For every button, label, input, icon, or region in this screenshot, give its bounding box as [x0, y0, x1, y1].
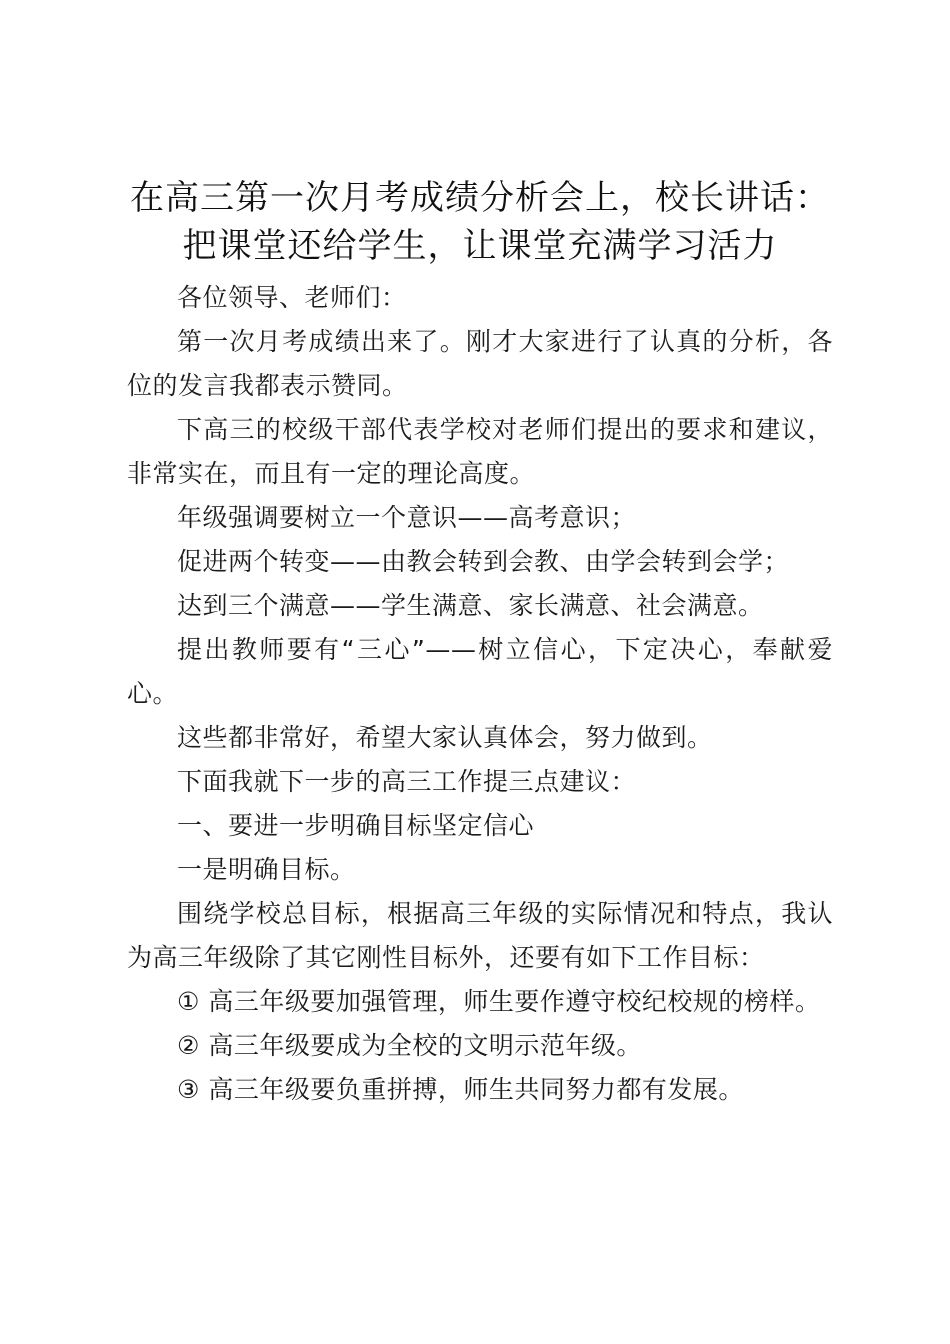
title-line-1: 在高三第一次月考成绩分析会上，校长讲话： — [130, 178, 830, 218]
list-item: ① 高三年级要加强管理，师生要作遵守校纪校规的榜样。 — [177, 987, 821, 1016]
list-item: ③ 高三年级要负重拼搏，师生共同努力都有发展。 — [177, 1075, 744, 1104]
paragraph: 年级强调要树立一个意识——高考意识； — [177, 503, 637, 532]
section-heading: 一、要进一步明确目标坚定信心 — [177, 811, 535, 840]
paragraph-salutation: 各位领导、老师们： — [177, 283, 407, 312]
paragraph: 这些都非常好，希望大家认真体会，努力做到。 — [177, 723, 713, 752]
document-body — [127, 174, 833, 1112]
paragraph: 促进两个转变——由教会转到会教、由学会转到会学； — [177, 547, 790, 576]
paragraph: 下面我就下一步的高三工作提三点建议： — [177, 767, 637, 796]
title-line-2: 把课堂还给学生，让课堂充满学习活力 — [182, 226, 778, 266]
paragraph: 第一次月考成绩出来了。刚才大家进行了认真的分析，各位的发言我都表示赞同。 — [127, 327, 833, 400]
list-item: ② 高三年级要成为全校的文明示范年级。 — [177, 1031, 642, 1060]
subsection-heading: 一是明确目标。 — [177, 855, 356, 884]
paragraph: 提出教师要有“三心”——树立信心，下定决心，奉献爱心。 — [127, 635, 833, 708]
paragraph: 达到三个满意——学生满意、家长满意、社会满意。 — [177, 591, 764, 620]
document-title — [127, 174, 833, 270]
paragraph: 下高三的校级干部代表学校对老师们提出的要求和建议，非常实在，而且有一定的理论高度。 — [127, 415, 833, 488]
paragraph: 围绕学校总目标，根据高三年级的实际情况和特点，我认为高三年级除了其它刚性目标外，还要有如下工作目标： — [127, 899, 833, 972]
